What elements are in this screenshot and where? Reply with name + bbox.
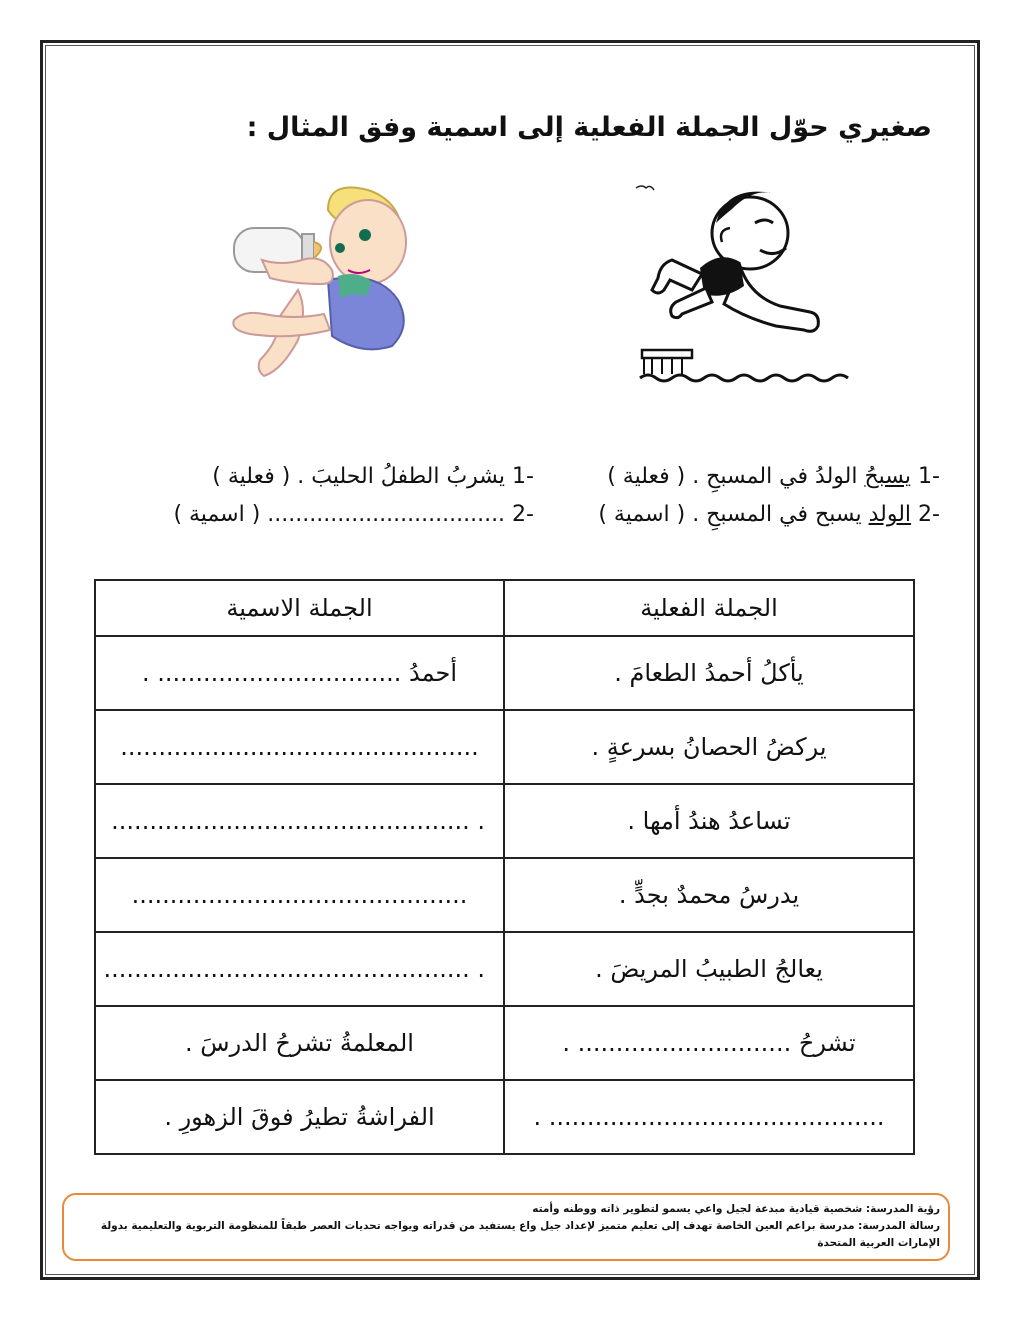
- example-left-2: -2 .................................. ( اسمية ): [173, 502, 534, 527]
- nominal-cell[interactable]: أحمدُ ................................ .: [95, 636, 504, 710]
- example-right-1: [607, 464, 940, 489]
- example-right-1-verb: يسبحُ: [864, 464, 912, 489]
- exercise-table: [94, 579, 915, 1155]
- verbal-cell[interactable]: تشرحُ ............................ .: [504, 1006, 914, 1080]
- school-mission: رسالة المدرسة: مدرسة براعم العين الخاصة تهدف إلى تعليم متميز لإعداد جيل واع يستفيد من قدراته ويواجه تحديات العصر طبقاً للمنظومة التربوية والتعليمية بدولة الإمارات العربية المتحدة: [100, 1220, 940, 1249]
- table-row: [95, 710, 914, 784]
- verbal-cell: يدرسُ محمدٌ بجدٍّ .: [504, 858, 914, 932]
- table-row: [95, 784, 914, 858]
- example-right-1-num: -1: [918, 464, 940, 489]
- verbal-cell: يأكلُ أحمدُ الطعامَ .: [504, 636, 914, 710]
- verbal-cell: يركضُ الحصانُ بسرعةٍ .: [504, 710, 914, 784]
- example-left-1: -1 يشربُ الطفلُ الحليبَ . ( فعلية ): [212, 464, 534, 489]
- school-footer: [62, 1193, 950, 1261]
- verbal-cell: تساعدُ هندُ أمها .: [504, 784, 914, 858]
- header-verbal: الجملة الفعلية: [504, 580, 914, 636]
- example-right-1-rest: الولدُ في المسبحِ . ( فعلية ): [607, 464, 865, 489]
- school-vision: رؤية المدرسة: شخصية قيادية مبدعة لجيل واعي يسمو لتطوير ذاته ووطنه وأمته: [532, 1203, 940, 1215]
- table-row: [95, 858, 914, 932]
- instruction-title: صغيري حوّل الجملة الفعلية إلى اسمية وفق المثال :: [246, 112, 932, 143]
- nominal-cell[interactable]: . ...............................................: [95, 784, 504, 858]
- nominal-cell[interactable]: ...............................................: [95, 710, 504, 784]
- nominal-cell[interactable]: . ................................................: [95, 932, 504, 1006]
- table-row: [95, 1006, 914, 1080]
- example-right-2-num: -2: [918, 502, 940, 527]
- baby-bottle-illustration: [228, 180, 428, 390]
- header-nominal: الجملة الاسمية: [95, 580, 504, 636]
- table-row: [95, 932, 914, 1006]
- nominal-cell: الفراشةُ تطيرُ فوقَ الزهورِ .: [95, 1080, 504, 1154]
- nominal-cell: المعلمةُ تشرحُ الدرسَ .: [95, 1006, 504, 1080]
- verbal-cell[interactable]: ............................................ .: [504, 1080, 914, 1154]
- table-row: [95, 1080, 914, 1154]
- example-right-2: [598, 502, 940, 527]
- table-header-row: [95, 580, 914, 636]
- verbal-cell: يعالجُ الطبيبُ المريضَ .: [504, 932, 914, 1006]
- example-right-2-rest: يسبح في المسبحِ . ( اسمية ): [598, 502, 869, 527]
- table-row: [95, 636, 914, 710]
- example-right-2-noun: الولد: [868, 502, 912, 527]
- nominal-cell[interactable]: ............................................: [95, 858, 504, 932]
- swimmer-illustration: [630, 178, 850, 393]
